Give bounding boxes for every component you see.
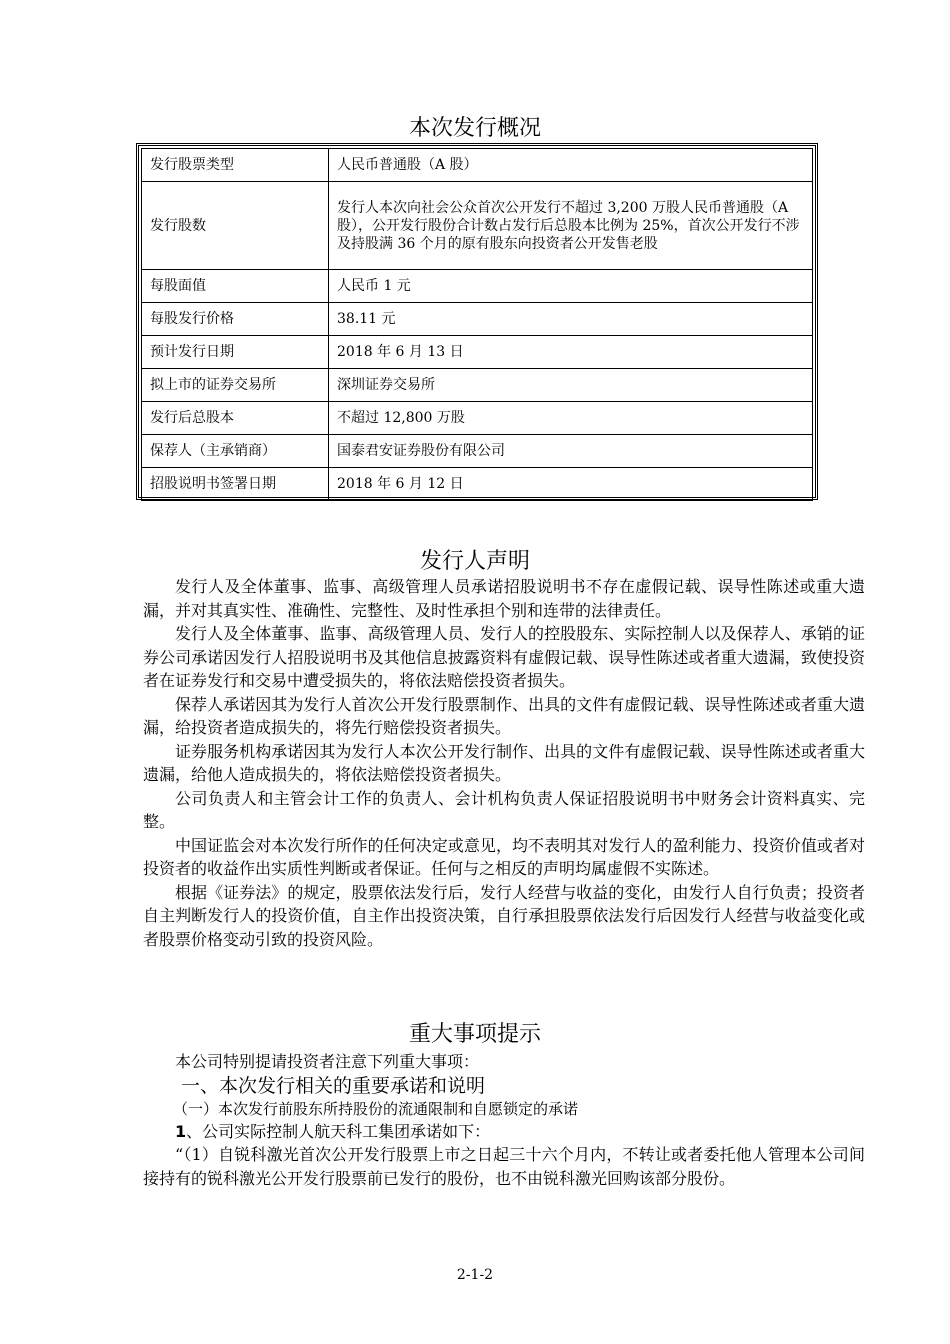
- table-row: [142, 182, 813, 270]
- declaration-paragraph: 根据《证券法》的规定，股票依法发行后，发行人经营与收益的变化，由发行人自行负责；投资者自主判断发行人的投资价值，自主作出投资决策，自行承担股票依法发行后因发行人经营与收益变化或者股票价格变动引致的投资风险。: [143, 882, 865, 949]
- row-label: 发行后总股本: [142, 402, 329, 435]
- item-number: 1: [175, 1121, 187, 1141]
- row-label: 保荐人（主承销商）: [142, 435, 329, 468]
- table-row: [142, 402, 813, 435]
- overview-title: 本次发行概况: [408, 116, 541, 141]
- declaration-title: 发行人声明: [419, 549, 530, 574]
- declaration-paragraph: 保荐人承诺因其为发行人首次公开发行股票制作、出具的文件有虚假记载、误导性陈述或者重大遗漏，给投资者造成损失的，将先行赔偿投资者损失。: [143, 694, 865, 737]
- declaration-body: [143, 575, 865, 951]
- declaration-paragraph: 发行人及全体董事、监事、高级管理人员承诺招股说明书不存在虚假记载、误导性陈述或重大遗漏，并对其真实性、准确性、完整性、及时性承担个别和连带的法律责任。: [143, 577, 865, 620]
- row-value: 发行人本次向社会公众首次公开发行不超过 3,200 万股人民币普通股（A 股），公开发行股份合计数占发行后总股本比例为 25%，首次公开发行不涉及持股满 36 个月的原有股东向投资者公开发售老股: [337, 199, 800, 252]
- row-label: 预计发行日期: [142, 336, 329, 369]
- row-value: 深圳证券交易所: [337, 377, 435, 393]
- row-label: 发行股数: [142, 182, 329, 270]
- table-row: [142, 468, 813, 501]
- declaration-paragraph: 公司负责人和主管会计工作的负责人、会计机构负责人保证招股说明书中财务会计资料真实、完整。: [143, 788, 865, 831]
- commitment-quote: “（1）自锐科激光首次公开发行股票上市之日起三十六个月内，不转让或者委托他人管理本公司间接持有的锐科激光公开发行股票前已发行的股份，也不由锐科激光回购该部分股份。: [143, 1145, 865, 1188]
- item-text: 、公司实际控制人航天科工集团承诺如下：: [186, 1121, 491, 1141]
- row-label: 每股面值: [142, 270, 329, 303]
- table-row: [142, 303, 813, 336]
- declaration-paragraph: 中国证监会对本次发行所作的任何决定或意见，均不表明其对发行人的盈利能力、投资价值或者对投资者的收益作出实质性判断或者保证。任何与之相反的声明均属虚假不实陈述。: [143, 835, 865, 878]
- row-label: 发行股票类型: [142, 149, 329, 182]
- row-label: 拟上市的证券交易所: [142, 369, 329, 402]
- row-value: 国泰君安证券股份有限公司: [337, 443, 505, 459]
- declaration-paragraph: 证券服务机构承诺因其为发行人本次公开发行制作、出具的文件有虚假记载、误导性陈述或者重大遗漏，给他人造成损失的，将依法赔偿投资者损失。: [143, 741, 865, 784]
- commitment-item: [143, 1120, 865, 1144]
- table-row: [142, 369, 813, 402]
- table-row: [142, 336, 813, 369]
- row-label: 招股说明书签署日期: [142, 468, 329, 501]
- subsection-heading: （一）本次发行前股东所持股份的流通限制和自愿锁定的承诺: [173, 1099, 579, 1118]
- table-row: [142, 435, 813, 468]
- row-label: 每股发行价格: [142, 303, 329, 336]
- table-row: [142, 149, 813, 182]
- section-heading: 一、本次发行相关的重要承诺和说明: [181, 1074, 486, 1097]
- row-value: 2018 年 6 月 12 日: [337, 476, 464, 492]
- table-row: [142, 270, 813, 303]
- row-value: 38.11 元: [337, 311, 396, 327]
- row-value: 不超过 12,800 万股: [337, 410, 465, 426]
- major-matters-title: 重大事项提示: [408, 1022, 541, 1047]
- row-value: 人民币 1 元: [337, 278, 411, 294]
- page-number: 2-1-2: [456, 1267, 494, 1283]
- major-matters-body: [143, 1050, 865, 1190]
- overview-table: [136, 143, 818, 500]
- row-value: 2018 年 6 月 13 日: [337, 344, 464, 360]
- row-value: 人民币普通股（A 股）: [337, 157, 478, 173]
- major-intro: 本公司特别提请投资者注意下列重大事项：: [175, 1052, 480, 1071]
- declaration-paragraph: 发行人及全体董事、监事、高级管理人员、发行人的控股股东、实际控制人以及保荐人、承销的证券公司承诺因发行人招股说明书及其他信息披露资料有虚假记载、误导性陈述或者重大遗漏，致使投资者在证券发行和交易中遭受损失的，将依法赔偿投资者损失。: [143, 624, 865, 690]
